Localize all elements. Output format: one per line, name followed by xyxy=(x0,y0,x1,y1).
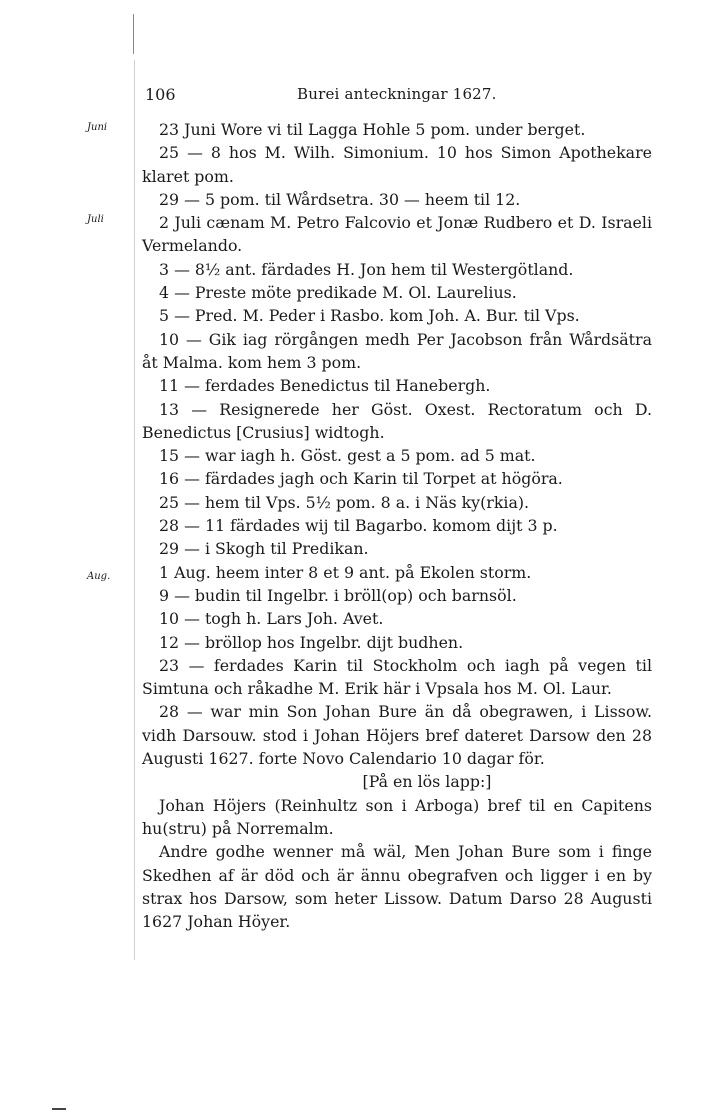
diary-entry: 9 — budin til Ingelbr. i bröll(op) och barnsöl. xyxy=(159,585,517,605)
diary-entry: 28 — 11 färdades wij til Bagarbo. komom dijt 3 p. xyxy=(159,516,558,536)
diary-entry: 2 Juli cænam M. Petro Falcovio et Jonæ Rudbero et D. Israeli Vermelando. xyxy=(142,213,652,256)
diary-entry: 3 — 8½ ant. färdades H. Jon hem til Westergötland. xyxy=(159,259,574,279)
diary-entry: 25 — hem til Vps. 5½ pom. 8 a. i Näs ky(rkia). xyxy=(159,492,530,512)
page-header xyxy=(145,85,685,107)
scan-mark xyxy=(52,1108,66,1110)
insert-paragraph: Johan Höjers (Reinhultz son i Arboga) bref til en Capitens hu(stru) på Norremalm. xyxy=(142,795,652,838)
running-head: Burei anteckningar 1627. xyxy=(297,85,497,103)
diary-entry: 13 — Resignerede her Göst. Oxest. Rectoratum och D. Benedictus [Crusius] widtogh. xyxy=(142,399,652,442)
margin-note-month: Juli xyxy=(87,214,104,225)
diary-entry: 29 — i Skogh til Predikan. xyxy=(159,539,369,559)
body-text xyxy=(142,118,652,933)
diary-entry: 11 — ferdades Benedictus til Hanebergh. xyxy=(159,376,491,396)
diary-entry: 10 — togh h. Lars Joh. Avet. xyxy=(159,609,384,629)
diary-entry: 25 — 8 hos M. Wilh. Simonium. 10 hos Simon Apothekare klaret pom. xyxy=(142,143,652,186)
diary-entry: 1 Aug. heem inter 8 et 9 ant. på Ekolen storm. xyxy=(159,562,532,582)
diary-entry: 23 Juni Wore vi til Lagga Hohle 5 pom. under berget. xyxy=(159,120,586,139)
diary-entry: 16 — färdades jagh och Karin til Torpet at högöra. xyxy=(159,469,563,489)
diary-entry: 28 — war min Son Johan Bure än då obegrawen, i Lissow. vidh Darsouw. stod i Johan Höjers bref dateret Darsow den 28 Augusti 1627. forte Novo Calendario 10 dagar för. xyxy=(142,702,652,769)
margin-note-month: Juni xyxy=(87,122,108,133)
diary-entry: 29 — 5 pom. til Wårdsetra. 30 — heem til 12. xyxy=(159,189,521,209)
insert-heading: [På en lös lapp:] xyxy=(362,772,492,792)
page-number: 106 xyxy=(145,85,176,104)
diary-entry: 23 — ferdades Karin til Stockholm och iagh på vegen til Simtuna och råkadhe M. Erik här i Vpsala hos M. Ol. Laur. xyxy=(142,655,652,699)
diary-entry: 15 — war iagh h. Göst. gest a 5 pom. ad 5 mat. xyxy=(159,446,536,466)
diary-entry: 12 — bröllop hos Ingelbr. dijt budhen. xyxy=(159,632,464,652)
margin-note-month: Aug. xyxy=(87,571,111,582)
diary-entry: 10 — Gik iag rörgången medh Per Jacobson från Wårdsätra åt Malma. kom hem 3 pom. xyxy=(142,329,652,372)
diary-entry: 4 — Preste möte predikade M. Ol. Laurelius. xyxy=(159,283,517,303)
gutter-line xyxy=(134,60,135,960)
scan-mark xyxy=(133,14,134,54)
insert-paragraph: Andre godhe wenner må wäl, Men Johan Bure som i finge Skedhen af är död och är ännu obegrafven och ligger i en by strax hos Darsow, som heter Lissow. Datum Darso 28 Augusti 1627 Johan Höyer. xyxy=(142,842,652,932)
diary-entry: 5 — Pred. M. Peder i Rasbo. kom Joh. A. Bur. til Vps. xyxy=(159,306,580,326)
